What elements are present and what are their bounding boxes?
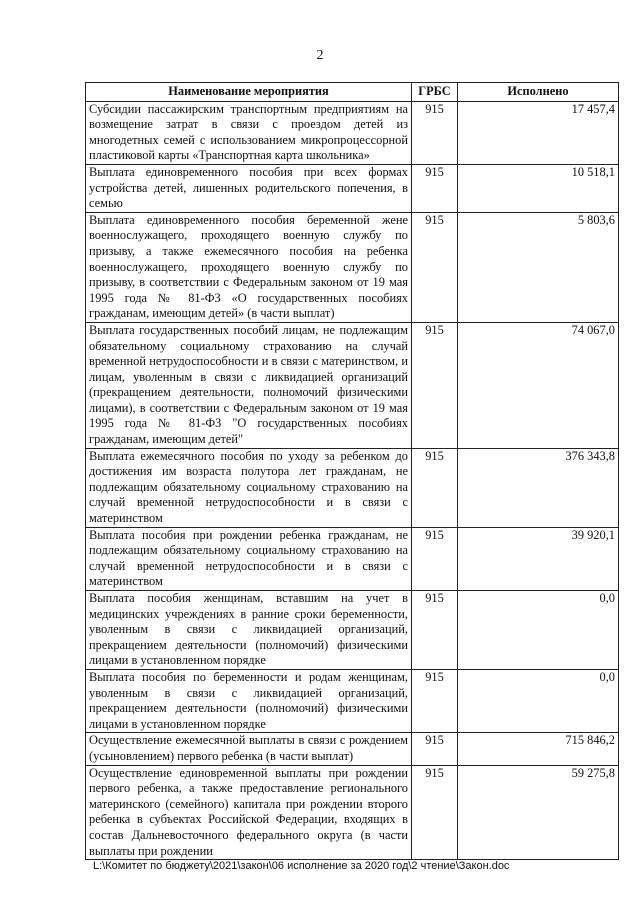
row-grbs: 915 xyxy=(412,527,458,590)
table-row xyxy=(86,448,619,527)
row-name: Выплата единовременного пособия при всех формах устройства детей, лишенных родительского попечения, в семью xyxy=(86,164,412,212)
row-executed: 59 275,8 xyxy=(458,765,619,860)
row-name: Выплата ежемесячного пособия по уходу за ребенком до достижения им возраста полутора лет гражданам, не подлежащим обязательному социальному страхованию на случай временной нетрудоспособности и в связи с материнством xyxy=(86,448,412,527)
row-executed: 5 803,6 xyxy=(458,212,619,322)
row-grbs: 915 xyxy=(412,733,458,765)
column-header-executed: Исполнено xyxy=(458,83,619,102)
page-number: 2 xyxy=(316,48,324,63)
row-name: Выплата пособия женщинам, вставшим на учет в медицинских учреждениях в ранние сроки беременности, уволенным в связи с ликвидацией организаций, прекращением деятельности (полномочий) физическими лицами в установленном порядке xyxy=(86,591,412,670)
table-row xyxy=(86,669,619,732)
row-name: Выплата пособия при рождении ребенка гражданам, не подлежащим обязательному социальному страхованию на случай временной нетрудоспособности и в связи с материнством xyxy=(86,527,412,590)
row-executed: 0,0 xyxy=(458,669,619,732)
table-row xyxy=(86,733,619,765)
table-row xyxy=(86,591,619,670)
row-executed: 39 920,1 xyxy=(458,527,619,590)
row-grbs: 915 xyxy=(412,212,458,322)
row-executed: 74 067,0 xyxy=(458,322,619,448)
row-name: Выплата государственных пособий лицам, не подлежащим обязательному социальному страхованию на случай временной нетрудоспособности и в связи с материнством, и лицам, уволенным в связи с ликвидацией организаций (прекращением деятельности, полномочий физическими лицами), в соответствии с Федеральным законом от 19 мая 1995 года № 81-ФЗ "О государственных пособиях гражданам, имеющим детей" xyxy=(86,322,412,448)
row-executed: 715 846,2 xyxy=(458,733,619,765)
table-header-row xyxy=(86,83,619,102)
row-grbs: 915 xyxy=(412,448,458,527)
file-path-footer: L:\Комитет по бюджету\2021\закон\06 исполнение за 2020 год\2 чтение\Закон.doc xyxy=(93,860,510,872)
row-name: Выплата пособия по беременности и родам женщинам, уволенным в связи с ликвидацией организаций, прекращением деятельности (полномочий) физическими лицами в установленном порядке xyxy=(86,669,412,732)
table-row xyxy=(86,164,619,212)
row-grbs: 915 xyxy=(412,164,458,212)
report-table xyxy=(85,82,619,860)
table-row xyxy=(86,101,619,164)
row-name: Выплата единовременного пособия беременной жене военнослужащего, проходящего военную службу по призыву, а также ежемесячного пособия на ребенка военнослужащего, проходящего военную службу по призыву, в соответствии с Федеральным законом от 19 мая 1995 года № 81-ФЗ «О государственных пособиях гражданам, имеющим детей» (в части выплат) xyxy=(86,212,412,322)
row-executed: 17 457,4 xyxy=(458,101,619,164)
row-grbs: 915 xyxy=(412,322,458,448)
row-name: Осуществление ежемесячной выплаты в связи с рождением (усыновлением) первого ребенка (в части выплат) xyxy=(86,733,412,765)
row-executed: 0,0 xyxy=(458,591,619,670)
row-executed: 10 518,1 xyxy=(458,164,619,212)
table-row xyxy=(86,322,619,448)
row-executed: 376 343,8 xyxy=(458,448,619,527)
table-row xyxy=(86,527,619,590)
row-grbs: 915 xyxy=(412,101,458,164)
row-grbs: 915 xyxy=(412,591,458,670)
row-grbs: 915 xyxy=(412,669,458,732)
row-name: Субсидии пассажирским транспортным предприятиям на возмещение затрат в связи с проездом детей из многодетных семей с использованием микропроцессорной пластиковой карты «Транспортная карта школьника» xyxy=(86,101,412,164)
table-row xyxy=(86,212,619,322)
table-row xyxy=(86,765,619,860)
row-grbs: 915 xyxy=(412,765,458,860)
column-header-name: Наименование мероприятия xyxy=(86,83,412,102)
row-name: Осуществление единовременной выплаты при рождении первого ребенка, а также предоставление регионального материнского (семейного) капитала при рождении второго ребенка в субъектах Российской Федерации, входящих в состав Дальневосточного федерального округа (в части выплаты при рождении xyxy=(86,765,412,860)
column-header-grbs: ГРБС xyxy=(412,83,458,102)
